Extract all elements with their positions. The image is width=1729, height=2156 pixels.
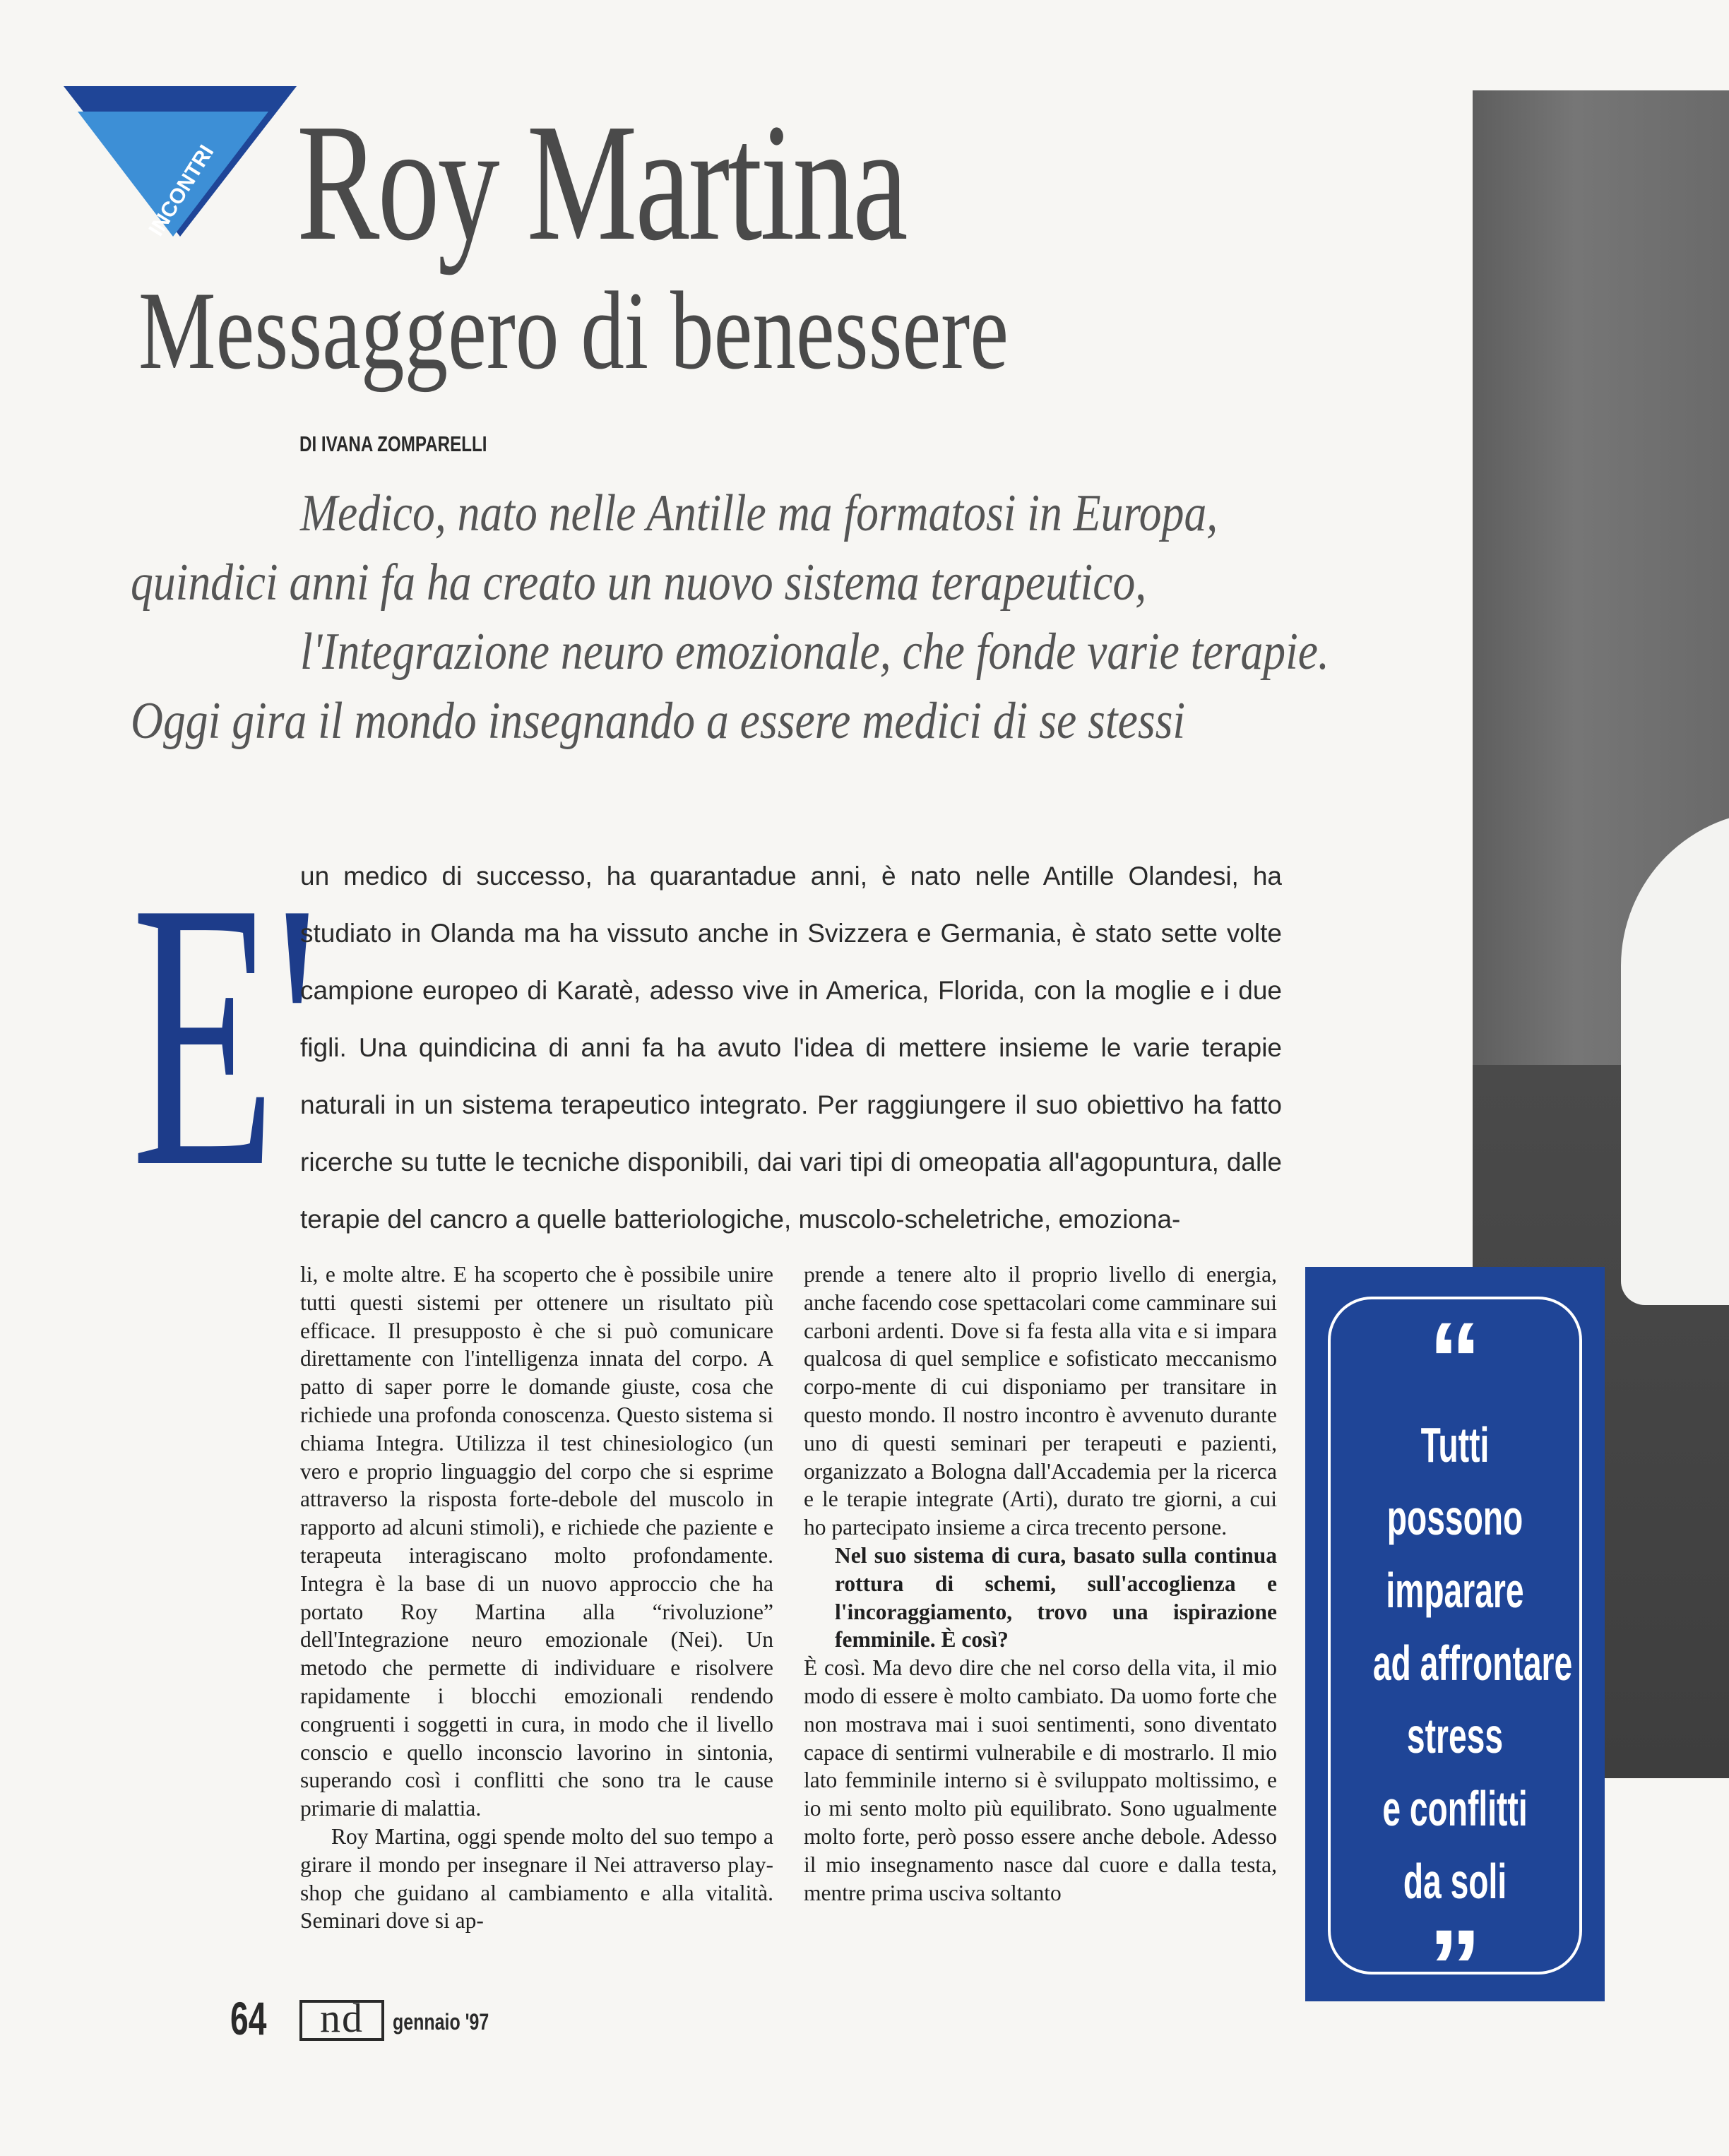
lead-line-4: Oggi gira il mondo insegnando a essere medici di se stessi xyxy=(131,692,1186,750)
issue-date: gennaio '97 xyxy=(393,2009,489,2035)
section-badge xyxy=(64,78,304,247)
intro-paragraph: un medico di successo, ha quarantadue anni, è nato nelle Antille Olandesi, ha studiato in Olanda ma ha vissuto anche in Svizzera e Germania, è stato sette volte campione europeo di Karatè, adesso vive in America, Florida, con la moglie e i due figli. Una quindicina di anni fa ha avuto l'idea di mettere insieme le varie terapie naturali in un sistema terapeutico integrato. Per raggiungere il suo obiettivo ha fatto ricerche su tutte le tecniche disponibili, dai vari tipi di omeopatia all'agopuntura, dalle terapie del cancro a quelle batteriologiche, muscolo-scheletriche, emoziona- xyxy=(300,862,1282,1234)
pull-quote-line: imparare xyxy=(1386,1563,1524,1618)
paragraph: Roy Martina, oggi spende molto del suo tempo a girare il mondo per insegnare il Nei attraverso play-shop che guidano al cambiamento e alla vitalità. Seminari dove si ap- xyxy=(300,1823,773,1934)
magazine-logo xyxy=(299,1995,384,2041)
paragraph: li, e molte altre. E ha scoperto che è possibile unire tutti questi sistemi per ottenere un risultato più efficace. Il presupposto è che si può comunicare direttamente con l'intelligenza innata del corpo. A patto di saper porre le domande giuste, cosa che richiede una profonda conoscenza. Questo sistema si chiama Integra. Utilizza il test chinesiologico (un vero e proprio linguaggio del corpo che si esprime attraverso la risposta forte-debole del muscolo in rapporto ad alcuni stimoli), e richiede che paziente e terapeuta interagiscano molto profondamente. Integra è la base di un nuovo approccio che ha portato Roy Martina alla “rivoluzione” dell'Integrazione neuro emozionale (Nei). Un metodo che permette di individuare e risolvere rapidamente i blocchi emozionali rendendo congruenti i soggetti in cura, in modo che il livello conscio e quello inconscio lavorino in sintonia, superando così i conflitti che sono tra le cause primarie di malattia. xyxy=(300,1262,773,1821)
lead-line-3: l'Integrazione neuro emozionale, che fonde varie terapie. xyxy=(300,623,1329,681)
open-quote-mark: “ xyxy=(1428,1300,1482,1419)
magazine-logo-text: nd xyxy=(320,1995,364,2041)
body-column-1 xyxy=(300,1261,773,1935)
pull-quote-line: e conflitti xyxy=(1382,1781,1528,1836)
interview-question: Nel suo sistema di cura, basato sulla continua rottura di schemi, sull'accoglienza e l'incoraggiamento, trovo una ispirazione femminile. È così? xyxy=(835,1542,1277,1652)
article-subtitle: Messaggero di benessere xyxy=(138,269,1009,393)
pull-quote-line: possono xyxy=(1386,1490,1523,1545)
pull-quote xyxy=(1305,1267,1605,2026)
byline: DI IVANA ZOMPARELLI xyxy=(299,431,487,456)
pull-quote-line: stress xyxy=(1406,1708,1504,1763)
close-quote-mark: ” xyxy=(1428,1907,1482,2026)
page-number: 64 xyxy=(230,1992,267,2044)
pull-quote-line: da soli xyxy=(1403,1854,1507,1909)
lead-line-2: quindici anni fa ha creato un nuovo sistema terapeutico, xyxy=(131,554,1147,612)
pull-quote-line: ad affrontare xyxy=(1372,1636,1573,1691)
pull-quote-text xyxy=(1331,1409,1579,1918)
interview-answer: È così. Ma devo dire che nel corso della vita, il mio modo di essere è molto cambiato. Da uomo forte che non mostrava mai i suoi sentimenti, sono diventato capace di sentirmi vulnerabile e di mostrarlo. Il mio lato femminile interno si è sviluppato moltissimo, e io mi sento molto più equilibrato. Sono ugualmente molto forte, però posso essere anche debole. Adesso il mio insegnamento nasce dal cuore e dalla testa, mentre prima usciva soltanto xyxy=(804,1655,1277,1905)
pull-quote-line: Tutti xyxy=(1420,1417,1490,1472)
section-label: INCONTRI xyxy=(144,141,219,241)
paragraph: prende a tenere alto il proprio livello di energia, anche facendo cose spettacolari come camminare sui carboni ardenti. Dove si fa festa alla vita e si impara qualcosa di quel semplice e sofisticato meccanismo corpo-mente di cui disponiamo per transitare in questo mondo. Il nostro incontro è avvenuto durante uno di questi seminari per terapeuti e pazienti, organizzato a Bologna dall'Accademia per la ricerca e le terapie integrate (Arti), durato tre giorni, a cui ho partecipato insieme a circa trecento persone. xyxy=(804,1262,1277,1540)
article-title: Roy Martina xyxy=(297,90,906,275)
drop-cap: E' xyxy=(131,823,319,1246)
lead-line-1: Medico, nato nelle Antille ma formatosi in Europa, xyxy=(300,484,1218,542)
body-column-2 xyxy=(804,1261,1277,1907)
